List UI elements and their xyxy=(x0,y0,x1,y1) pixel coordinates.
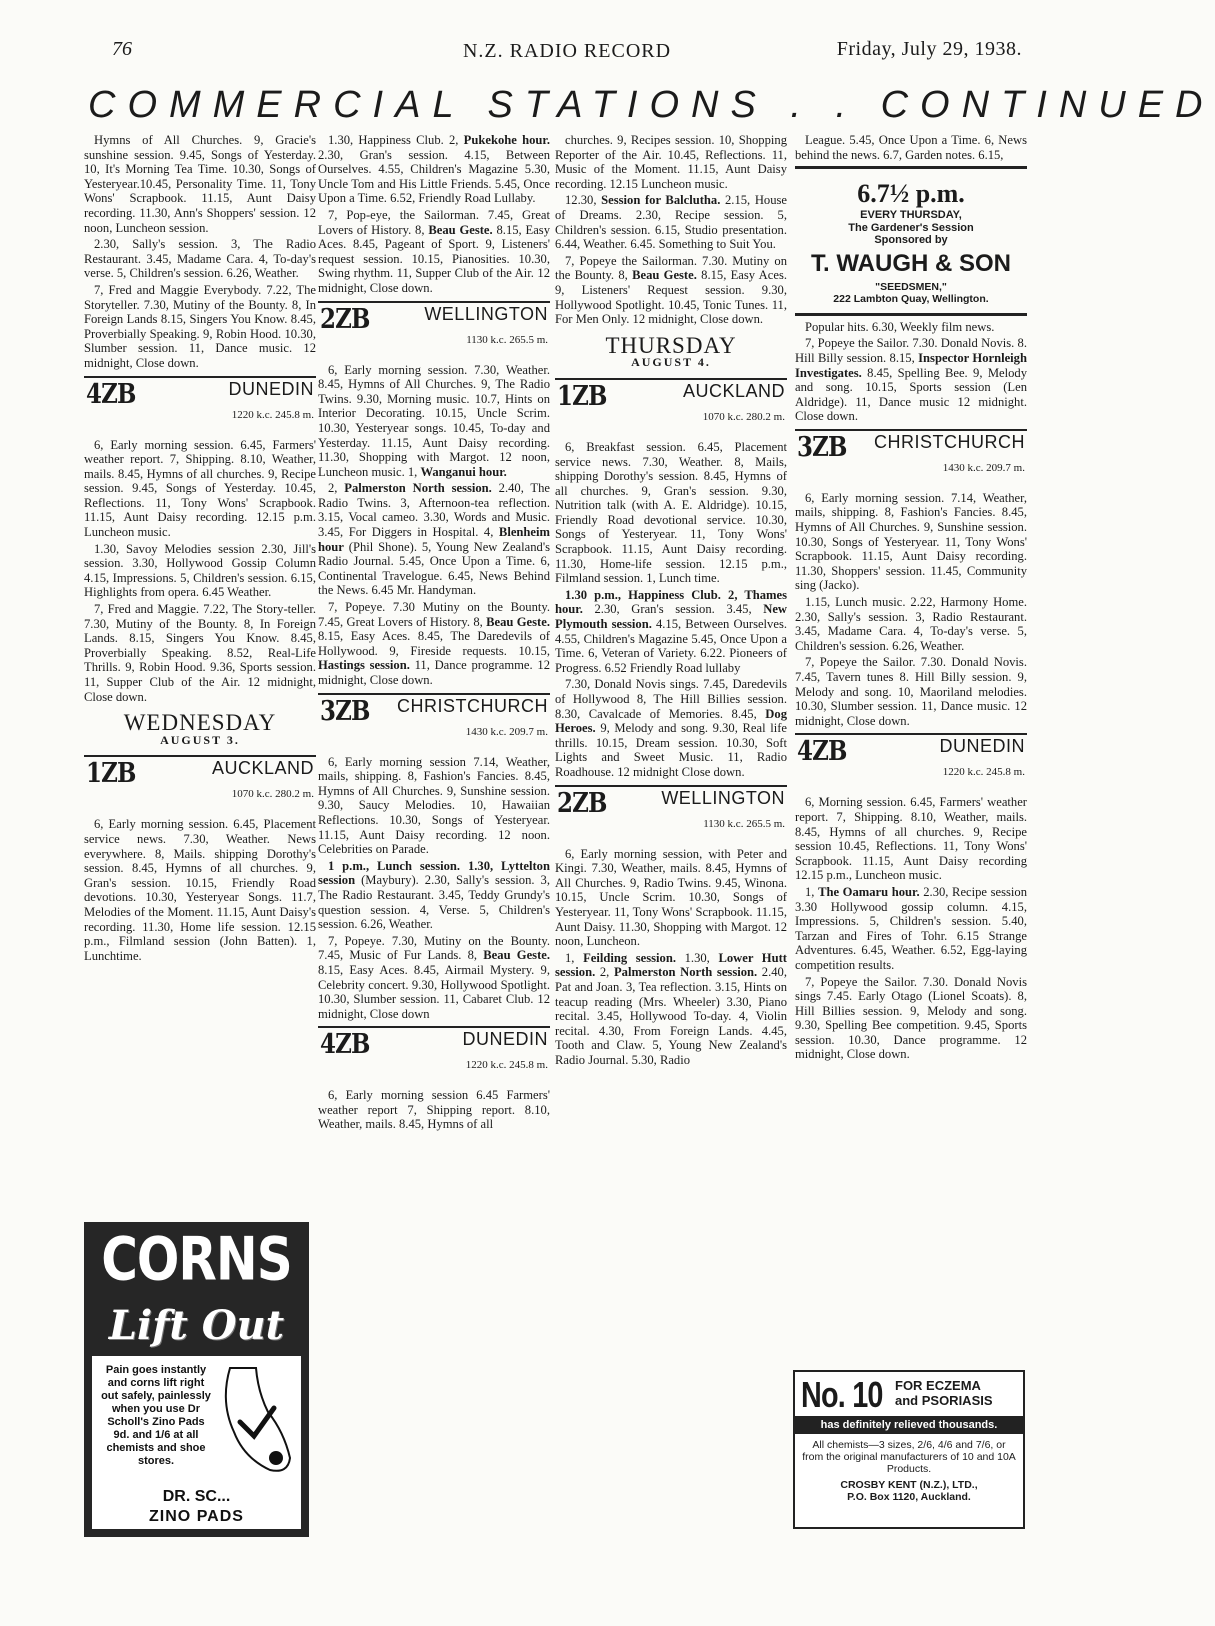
ad-headline: CORNS xyxy=(101,1224,292,1294)
toe-illustration-icon xyxy=(210,1362,296,1482)
ad-line: P.O. Box 1120, Auckland. xyxy=(847,1491,971,1503)
station-city: DUNEDIN xyxy=(228,378,314,399)
divider xyxy=(795,429,1027,431)
column-3 xyxy=(555,133,787,1067)
paragraph: 12.30, Session for Balclutha. 2.15, House of Dreams. 2.30, Recipe session. 5, Children's session. 6.15, Studio presentation. 6.44, Weather. 6.45. Something to Suit You. xyxy=(555,193,788,252)
ad-address xyxy=(795,1475,1023,1503)
divider xyxy=(555,785,787,787)
station-frequency: 1220 k.c. 245.8 m. xyxy=(465,1059,548,1072)
station-frequency: 1430 k.c. 209.7 m. xyxy=(465,725,548,738)
station-callsign: 4ZB xyxy=(797,736,847,768)
day-heading xyxy=(555,332,787,370)
station-frequency: 1070 k.c. 280.2 m. xyxy=(231,788,314,801)
station-header-2zb xyxy=(318,303,550,355)
divider xyxy=(84,755,316,757)
publication-name: N.Z. RADIO RECORD xyxy=(462,40,672,62)
no10-advertisement xyxy=(793,1370,1025,1529)
station-callsign: 1ZB xyxy=(557,380,607,412)
ad-sponsor: T. WAUGH & SON xyxy=(810,250,1011,277)
paragraph: 1, The Oamaru hour. 2.30, Recipe session 3.30 Hollywood gossip column. 4.15, Impressions. 5, Children's session. 5.40, Tarzan and Fires of Tohr. 6.15 Strange Adventures. 6.45, Weather. 6.52, Egg-laying competition results. xyxy=(795,884,1028,972)
station-callsign: 1ZB xyxy=(86,758,136,790)
station-city: CHRISTCHURCH xyxy=(874,431,1025,452)
station-callsign: 2ZB xyxy=(557,787,607,819)
paragraph: 6, Early morning session 6.45 Farmers' weather report 7, Shipping report. 8.10, Weather, mails. 8.45, Hymns of all xyxy=(318,1088,550,1132)
ad-time: 6.7½ p.m. xyxy=(857,179,965,209)
column-1 xyxy=(84,133,316,963)
paragraph: 6, Early morning session. 7.14, Weather, mails, shipping. 8, Fashion's Fancies. 8.45, Hymns of All Churches. 9, Sunshine session. 10.30, Songs of Yesteryear. 11, Tony Wons' Scrapbook. 11.15, Aunt Daisy recording. 11.30, Shoppers' session. 11.45, Community sing (Jacko). xyxy=(795,490,1027,593)
paragraph: 1.30, Happiness Club. 2, Pukekohe hour. 2.30, Gran's session. 4.15, Between Ourselves. 4.55, Children's Magazine 5.30, Uncle Tom and His Little Friends. 5.45, Once Upon a Time. 6.52, Friendly Road Lullaby. xyxy=(318,133,550,206)
paragraph: 7, Popeye. 7.30 Mutiny on the Bounty. 7.45, Great Lovers of History. 8, Beau Geste. 8.15, Easy Aces. 8.45, The Daredevils of Hollywood. 9, Fireside requests. 10.15, Hastings session. 11, Dance programme. 12 midnight, Close down. xyxy=(318,600,550,687)
divider xyxy=(318,301,550,303)
divider xyxy=(318,1026,550,1028)
paragraph: churches. 9, Recipes session. 10, Shopping Reporter of the Air. 10.45, Reflections. 11, Music of the Moment. 11.15, Aunt Daisy recording. 12.15 Luncheon music. xyxy=(555,133,787,191)
station-callsign: 4ZB xyxy=(320,1029,370,1061)
divider xyxy=(795,313,1027,316)
paragraph: 6, Early morning session. 6.45, Farmers' weather report. 7, Shipping. 8.10, Weather, mails. 8.45, Hymns of all churches. 9, Recipe session. 9.45, Songs of Yesterday. 10.45, Reflections. 11, Tony Wons' Scrapbook. 11.15, Aunt Daisy recording. 12.15 p.m. Luncheon music. xyxy=(84,437,316,540)
divider xyxy=(795,166,1027,169)
paragraph: 7, Popeye the Sailorman. 7.30. Mutiny on the Bounty. 8, Beau Geste. 8.15, Easy Aces. 9, Listeners' Request session. 9.30, Hollywood Spotlight. 10.45, Tonic Tunes. 11, For Men Only. 12 midnight, Close down. xyxy=(555,253,787,327)
station-frequency: 1130 k.c. 265.5 m. xyxy=(703,817,785,830)
divider xyxy=(84,376,316,378)
paragraph: 6, Early morning session 7.14, Weather, mails, shipping. 8, Fashion's Fancies. 8.45, Hymns of All Churches. 9, Sunshine session. 9.30, Saucy Melodies. 10, Hawaiian Reflections. 10.30, Songs of Yesteryear. 11.15, Aunt Daisy recording. 12 noon. Celebrities on Parade. xyxy=(318,754,550,857)
station-header-1zb xyxy=(84,758,316,809)
paragraph: 7, Fred and Maggie. 7.22, The Story-teller. 7.30, Mutiny of the Bounty. 8, In Foreign Lands. 8.15, Singers You Know. 8.45, Proverbially Speaking. 8.52, Real-Life Thrills. 9, Robin Hood. 9.36, Sports session. 11, Supper Club of the Air. 12 midnight, Close down. xyxy=(84,602,316,704)
station-frequency: 1430 k.c. 209.7 m. xyxy=(942,461,1025,474)
paragraph: 1 p.m., Lunch session. 1.30, Lyttelton session (Maybury). 2.30, Sally's session. 3, The Radio Restaurant. 3.45, Teddy Grundy's question session. 4, Verse. 5, Children's session. 6.26, Weather. xyxy=(318,858,550,932)
day-date: AUGUST 4. xyxy=(631,355,711,370)
paragraph: 6, Early morning session, with Peter and Kingi. 7.30, Weather, mails. 8.45, Hymns of All Churches. 9, Radio Twins. 9.45, Winona. 10.15, Uncle Scrim. 10.30, Songs of Yesteryear. 11, Tony Wons' Scrapbook. 11.15, Aunt Daisy. 11.30, Shopping with Margot. 12 noon, Luncheon. xyxy=(555,846,787,949)
issue-date: Friday, July 29, 1938. xyxy=(836,38,1022,60)
page-title: COMMERCIAL STATIONS . . CONTINUED xyxy=(88,84,1215,126)
divider xyxy=(795,733,1027,735)
paragraph: 6, Morning session. 6.45, Farmers' weather report. 7, Shipping. 8.10, Weather, mails. 8.45, Hymns of all churches. 9, Recipe session 10.45, Reflections. 11, Tony Wons' Scrapbook. 11.15, Aunt Daisy recording 12.15 p.m., Luncheon music. xyxy=(795,795,1027,883)
station-frequency: 1220 k.c. 245.8 m. xyxy=(231,408,314,421)
station-header-3zb xyxy=(795,431,1027,483)
ad-product: ZINO PADS xyxy=(149,1508,244,1525)
day-heading xyxy=(84,710,316,747)
ad-line: CROSBY KENT (N.Z.), LTD., xyxy=(840,1479,978,1491)
column-4 xyxy=(795,133,1027,1062)
station-header-1zb xyxy=(555,380,787,432)
ad-line: and PSORIASIS xyxy=(895,1393,993,1408)
ad-header xyxy=(795,1372,1023,1416)
ad-body-panel xyxy=(92,1356,301,1529)
paragraph: 2.30, Sally's session. 3, The Radio Restaurant. 3.45, Madame Cara. 4, To-day's verse. 5, Children's session. 6.26, Weather. xyxy=(84,237,316,281)
ad-line: EVERY THURSDAY, xyxy=(860,209,962,222)
paragraph: 6, Early morning session. 7.30, Weather. 8.45, Hymns of All Churches. 9, The Radio Twins. 9.30, Morning music. 10.7, Hints on Interior Decorating. 10.15, Uncle Scrim. 10.30, Yesteryear songs. 10.45, To-day and Yesterday. 11.15, Aunt Daisy recording. 11.30, Shopping with Margot. 12 noon, Luncheon music. 1, Wanganui hour. xyxy=(318,362,550,479)
station-callsign: 3ZB xyxy=(797,431,847,463)
station-header-4zb xyxy=(84,378,316,430)
divider xyxy=(555,378,787,380)
ad-tagline: "SEEDSMEN," xyxy=(875,280,947,293)
ad-line: FOR ECZEMA xyxy=(895,1378,981,1393)
paragraph: League. 5.45, Once Upon a Time. 6, News behind the news. 6.7, Garden notes. 6.15, xyxy=(795,133,1027,162)
paragraph: 1, Feilding session. 1.30, Lower Hutt session. 2, Palmerston North session. 2.40, Pat and Joan. 3, Tea reflection. 3.15, Hints on teacup reading (Mrs. Wheeler) 3.30, Piano recital. 3.45, Hollywood To-day. 4, Violin recital. 4.30, From Foreign Lands. 4.45, Tooth and Claw. 5, Young New Zealand's Radio Journal. 5.30, Radio xyxy=(555,950,787,1067)
ad-usage xyxy=(895,1378,993,1408)
column-2 xyxy=(318,133,550,1132)
paragraph: 7, Popeye. 7.30, Mutiny on the Bounty. 7.45, Music of Fur Lands. 8, Beau Geste. 8.15, Easy Aces. 8.45, Airmail Mystery. 9, Celebrity concert. 9.30, Hollywood Spotlight. 10.30, Slumber session. 11, Cabaret Club. 12 midnight, Close down xyxy=(318,933,550,1021)
station-callsign: 4ZB xyxy=(86,378,136,410)
paragraph: Popular hits. 6.30, Weekly film news. xyxy=(805,319,995,334)
station-header-2zb xyxy=(555,787,787,839)
paragraph: 7, Fred and Maggie Everybody. 7.22, The Storyteller. 7.30, Mutiny of the Bounty. 8, In Foreign Lands 8.15, Singers You Know. 8.45, Proverbially Speaking. 9, Robin Hood. 10.30, Slumber session. 11, Dance music. 12 midnight, Close down. xyxy=(84,282,316,370)
paragraph: Hymns of All Churches. 9, Gracie's sunshine session. 9.45, Songs of Yesterday. 10, It's Morning Tea Time. 10.30, Songs of Yesteryear.10.45, Personality Time. 11, Tony Wons' Scrapbook. 11.15, Aunt Daisy recording. 11.30, Ann's Shoppers' session. 12 noon, Luncheon session. xyxy=(84,133,316,235)
paragraph: 7, Pop-eye, the Sailorman. 7.45, Great Lovers of History. 8, Beau Geste. 8.15, Easy Aces. 8.45, Pageant of Sport. 9, Listeners' request session. 10.15, Pianosities. 10.30, Swing rhythm. 11, Supper Club of the Air. 12 midnight, Close down. xyxy=(318,207,550,295)
ad-line: Sponsored by xyxy=(874,234,948,247)
paragraph: 1.30 p.m., Happiness Club. 2, Thames hour. 2.30, Gran's session. 3.45, New Plymouth session. 4.15, Between Ourselves. 4.55, Children's Magazine 5.45, Once Upon a Time. 6, Veteran of Variety. 6.22. Pioneers of Progress. 6.52 Friendly Road lullaby xyxy=(555,587,787,675)
divider xyxy=(318,693,550,695)
paragraph: 7, Popeye the Sailor. 7.30. Donald Novis sings 7.45. Early Otago (Lionel Scoats). 8, Hill Billies session. 9, Melody and song. 9.30, Spelling Bee competition. 9.45, Sports session. 10.30, Dance programme. 12 midnight, Close down. xyxy=(795,974,1027,1062)
station-city: AUCKLAND xyxy=(211,758,314,779)
station-city: WELLINGTON xyxy=(424,303,548,324)
station-city: AUCKLAND xyxy=(682,380,785,401)
station-city: CHRISTCHURCH xyxy=(397,695,548,716)
paragraph: 6, Breakfast session. 6.45, Placement service news. 7.30, Weather. 8, Mails, shipping Dorothy's session. 8.45, Hymns of all churches. 9, Gran's session. 9.30, Nutrition talk (with A. E. Aldridge). 10.15, Friendly Road devotional service. 10.30, Songs of Yesteryear. 11, Tony Wons' Scrapbook. 11.15, Aunt Daisy recording. 11.30, Home-life session. 12.15 p.m., Filmland session. 1, Lunch time. xyxy=(555,439,787,586)
page-number: 76 xyxy=(112,38,132,60)
page-header xyxy=(112,38,1022,68)
gardeners-session-ad xyxy=(795,179,1027,305)
station-frequency: 1070 k.c. 280.2 m. xyxy=(702,410,785,423)
ad-body-text: All chemists—3 sizes, 2/6, 4/6 and 7/6, or from the original manufacturers of 10 and 10A Products. xyxy=(802,1439,1016,1475)
paragraph: 1.30, Savoy Melodies session 2.30, Jill's session. 3.30, Hollywood Gossip Column 4.15, Impressions. 5, Children's session. 6.15, Highlights from opera. 6.45 Weather. xyxy=(84,541,316,600)
ad-address: 222 Lambton Quay, Wellington. xyxy=(833,292,989,305)
day-date: AUGUST 3. xyxy=(160,732,240,747)
ad-brand: DR. SC... xyxy=(162,1488,231,1505)
paragraph: 7, Popeye the Sailor. 7.30. Donald Novis. 7.45, Tavern tunes 8. Hill Billy session. 9, Melody and song. 10, Maoriland melodies. 10.30, Slumber session. 11, Dance music. 12 midnight, Close down. xyxy=(795,655,1027,728)
station-city: WELLINGTON xyxy=(661,787,785,808)
paragraph: 7, Popeye the Sailor. 7.30. Donald Novis. 8. Hill Billy session. 8.15, Inspector Hornleigh Investigates. 8.45, Spelling Bee. 9, Melody and song. 10.15, Sports session (Len Aldridge). 11, Dance music 12 midnight. Close down. xyxy=(795,336,1027,424)
paragraph: 2, Palmerston North session. 2.40, The Radio Twins. 3, Afternoon-tea reflection. 3.15, Vocal cameo. 3.30, Words and Music. 3.45, For Diggers in Hospital. 4, Blenheim hour (Phil Shone). 5, Young New Zealand's Radio Journal. 5.45, Once Upon a Time. 6, Continental Travelogue. 6.45, News Behind the News. 6.45 Mr. Handyman. xyxy=(318,481,550,598)
paragraph: 1.15, Lunch music. 2.22, Harmony Home. 2.30, Sally's session. 3, Radio Restaurant. 3.45, Madame Cara. 4, To-day's verse. 5, Children's session. 6.26, Weather. xyxy=(795,595,1027,653)
station-header-4zb xyxy=(318,1029,550,1080)
station-callsign: 2ZB xyxy=(320,303,370,335)
day-name: THURSDAY xyxy=(605,332,737,358)
ad-strip: has definitely relieved thousands. xyxy=(795,1416,1023,1434)
ad-subline: Lift Out xyxy=(108,1302,285,1349)
station-city: DUNEDIN xyxy=(939,736,1025,757)
station-header-3zb xyxy=(318,695,550,747)
ad-product-name: No. 10 xyxy=(801,1374,883,1415)
day-name: WEDNESDAY xyxy=(123,710,277,736)
station-frequency: 1220 k.c. 245.8 m. xyxy=(942,766,1025,779)
station-callsign: 3ZB xyxy=(320,695,370,727)
station-frequency: 1130 k.c. 265.5 m. xyxy=(466,333,548,346)
corns-advertisement xyxy=(84,1222,309,1537)
paragraph: 6, Early morning session. 6.45, Placement service news. 7.30, Weather. News everywhere. 8, Mails. shipping Dorothy's session. 8.45, Hymns of all churches. 9, Gran's session. 10.15, Friendly Road devotions. 10.30, Yesteryear Songs. 11.7, Melodies of the Moment. 11.15, Aunt Daisy's recording. 11.30, Home life session. 12.15 p.m., Filmland session (John Batten). 1, Lunchtime. xyxy=(84,817,316,963)
paragraph: 7.30, Donald Novis sings. 7.45, Daredevils of Hollywood 8, The Hill Billies session. 8.30, Cavalcade of Memories. 8.45, Dog Heroes. 9, Melody and song. 9.30, Real life thrills. 10.15, Dream session. 10.30, Soft Lights and Sweet Music. 11, Radio Roadhouse. 12 midnight Close down. xyxy=(555,677,787,779)
ad-body-text: Pain goes instantly and corns lift right out safely, painlessly when you use Dr Scholl's Zino Pads 9d. and 1/6 at all chemists and shoe stores. xyxy=(101,1364,211,1467)
station-city: DUNEDIN xyxy=(462,1029,548,1050)
station-header-4zb xyxy=(795,736,1027,787)
ad-line: The Gardener's Session xyxy=(848,221,974,234)
